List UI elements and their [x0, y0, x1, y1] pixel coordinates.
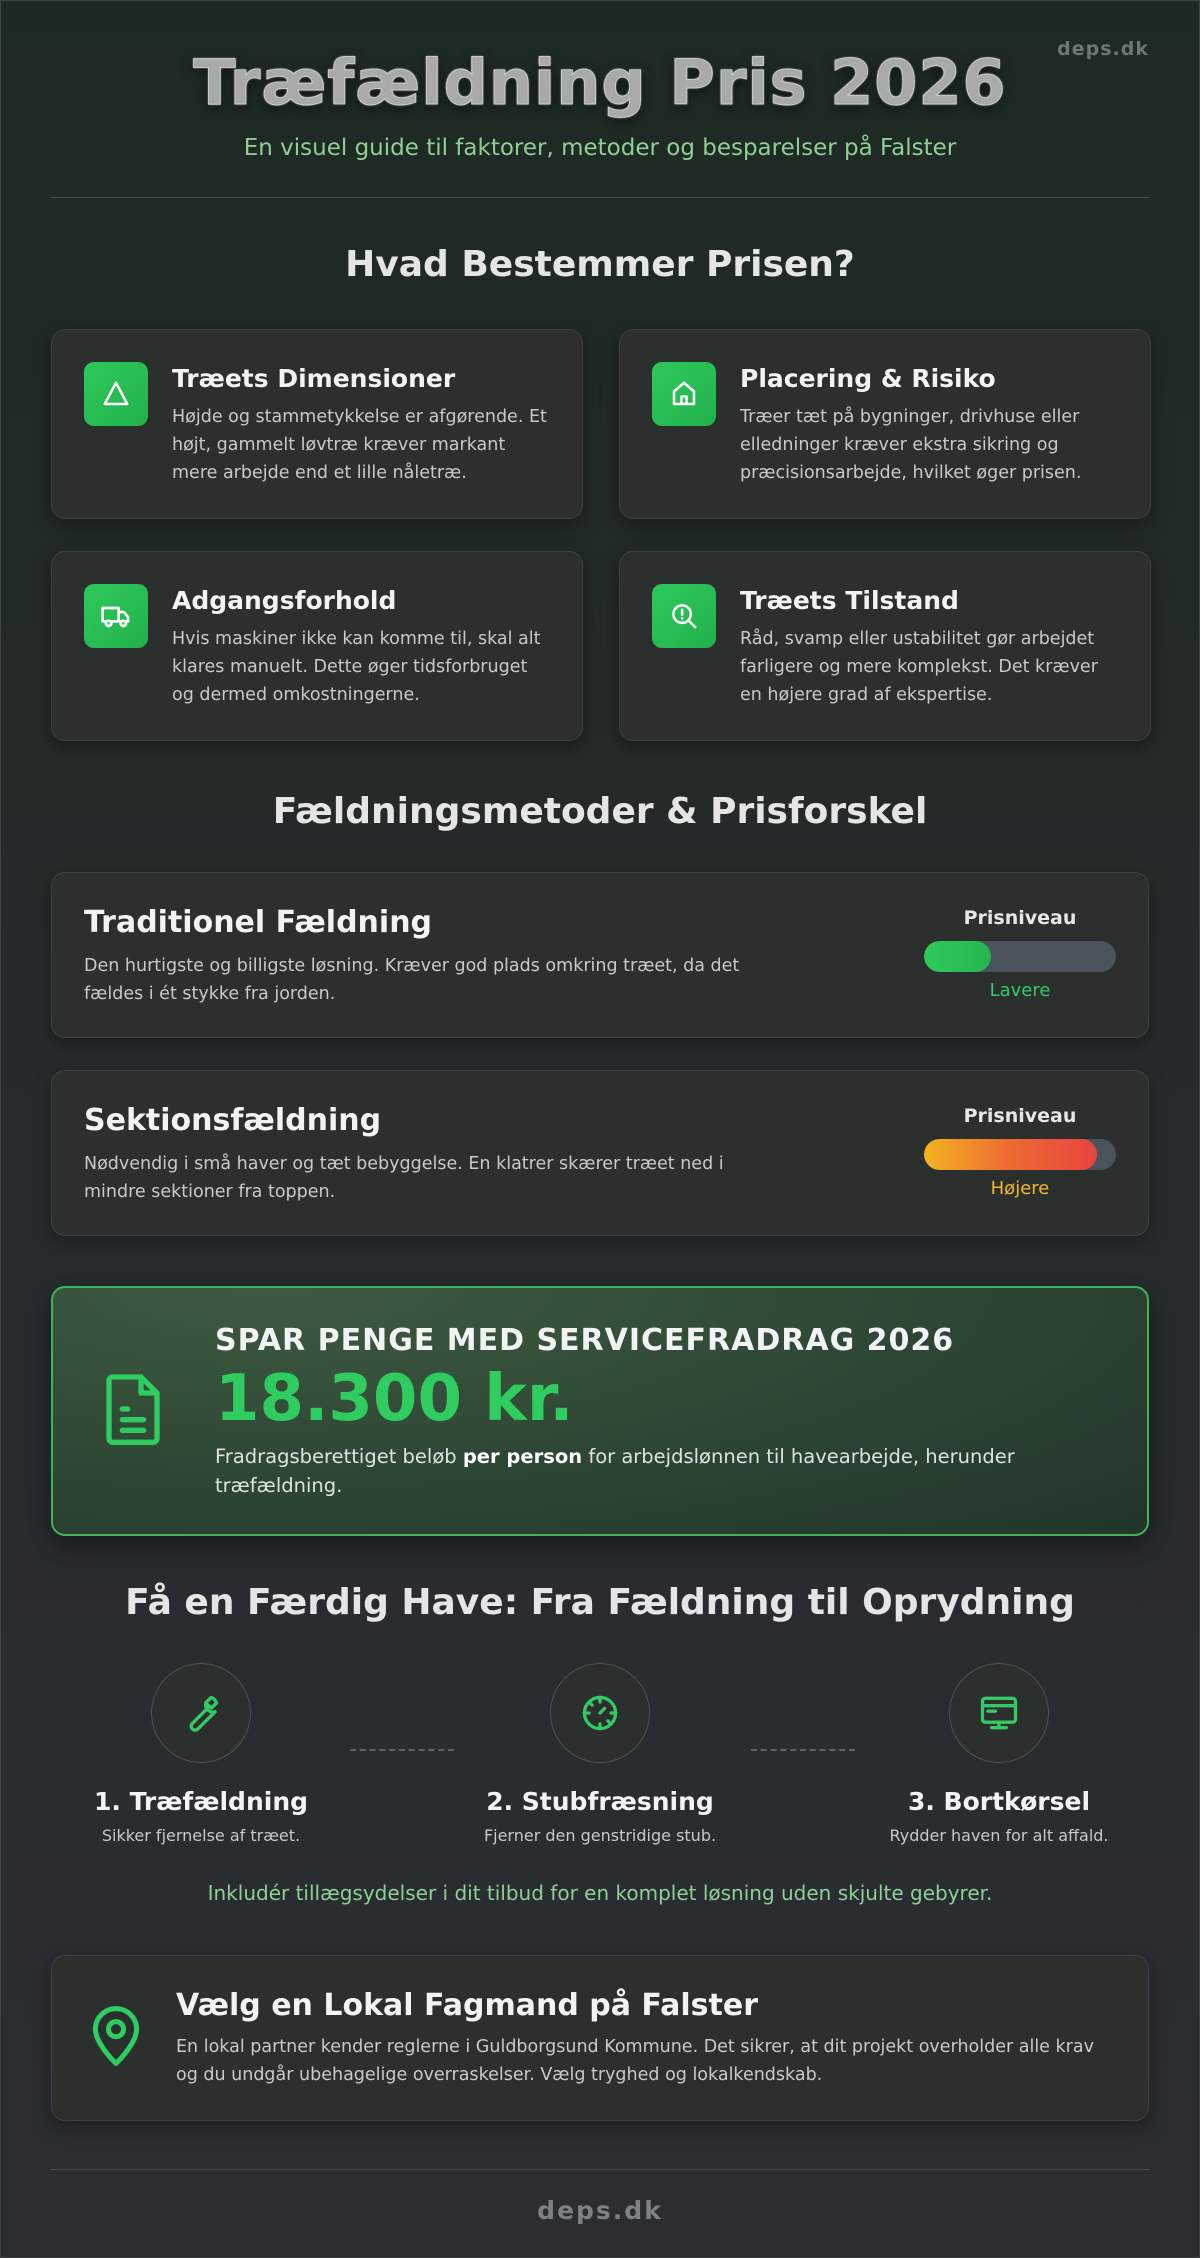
brand-logo-top[interactable]: deps.dk [1057, 38, 1149, 60]
method-title: Traditionel Fældning [84, 905, 433, 940]
promo-text: Fradragsberettiget beløb per person for arbejdslønnen til havearbejde, herunder træfældning. [215, 1444, 1015, 1497]
page-title: Træfældning Pris 2026 [193, 46, 1007, 119]
method-title: Sektionsfældning [84, 1103, 382, 1138]
process-step-stump [450, 1663, 750, 1845]
factor-text: Råd, svamp eller ustabilitet gør arbejdet farligere og mere komplekst. Det kræver en højere grad af ekspertise. [740, 629, 1098, 705]
divider [51, 197, 1149, 198]
price-meter-value: Højere [990, 1178, 1050, 1199]
local-title: Vælg en Lokal Fagmand på Falster [176, 1987, 759, 2023]
factor-text: Højde og stammetykkelse er afgørende. Et højt, gammelt løvtræ kræver markant mere arbejde end et lille nåletræ. [172, 407, 547, 483]
local-partner-card [51, 1955, 1149, 2121]
process-steps [51, 1663, 1149, 1845]
factor-text: Hvis maskiner ikke kan komme til, skal alt klares manuelt. Dette øger tidsforbruget og dermed omkostningerne. [172, 629, 541, 705]
step-title: 2. Stubfræsning [486, 1787, 714, 1816]
factor-text: Træer tæt på bygninger, drivhuse eller elledninger kræver ekstra sikring og præcisionsarbejde, hvilket øger prisen. [740, 407, 1082, 483]
factor-title: Adgangsforhold [172, 586, 397, 615]
factor-grid [51, 329, 1149, 741]
price-meter [924, 1103, 1116, 1235]
method-card-section [51, 1070, 1149, 1236]
local-text: En lokal partner kender reglerne i Guldborgsund Kommune. Det sikrer, at dit projekt overholder alle krav og du undgår ubehagelige overraskelser. Vælg tryghed og lokalkendskab. [176, 2036, 1094, 2085]
step-text: Rydder haven for alt affald. [889, 1826, 1109, 1845]
methods-title: Fældningsmetoder & Prisforskel [272, 791, 928, 832]
method-text: Den hurtigste og billigste løsning. Kræver god plads omkring træet, da det fældes i ét stykke fra jorden. [84, 956, 740, 1004]
step-connector [751, 1749, 855, 1751]
deduction-amount: 18.300 kr. [215, 1361, 574, 1436]
page-subtitle: En visuel guide til faktorer, metoder og besparelser på Falster [243, 135, 957, 161]
factor-title: Træets Tilstand [740, 586, 959, 615]
method-card-traditional [51, 872, 1149, 1038]
divider [51, 2169, 1149, 2170]
factor-card-condition [619, 551, 1151, 741]
price-meter-track [924, 941, 1116, 972]
document-icon [101, 1371, 171, 1451]
factor-title: Træets Dimensioner [172, 364, 456, 393]
footer-brand[interactable]: deps.dk [537, 2196, 663, 2225]
factor-card-location [619, 329, 1151, 519]
truck-icon [84, 584, 148, 648]
step-title: 3. Bortkørsel [907, 1787, 1091, 1816]
price-meter-fill [924, 941, 991, 972]
process-title: Få en Færdig Have: Fra Fældning til Oprydning [125, 1582, 1075, 1623]
price-meter-label: Prisniveau [963, 907, 1077, 929]
stump-grinder-icon [550, 1663, 650, 1763]
price-meter-track [924, 1139, 1116, 1170]
factor-card-dimensions [51, 329, 583, 519]
method-text: Nødvendig i små haver og tæt bebyggelse. En klatrer skærer træet ned i mindre sektioner fra toppen. [84, 1154, 724, 1202]
step-connector [350, 1749, 454, 1751]
process-step-removal [849, 1663, 1149, 1845]
container-icon [949, 1663, 1049, 1763]
price-meter-fill [924, 1139, 1097, 1170]
wrench-icon [151, 1663, 251, 1763]
process-step-felling [51, 1663, 351, 1845]
step-text: Fjerner den genstridige stub. [483, 1826, 717, 1845]
price-meter-label: Prisniveau [963, 1105, 1077, 1127]
house-icon [652, 362, 716, 426]
addon-note: Inkludér tillægsydelser i dit tilbud for en komplet løsning uden skjulte gebyrer. [207, 1881, 993, 1905]
triangle-icon [84, 362, 148, 426]
step-text: Sikker fjernelse af træet. [101, 1826, 301, 1845]
step-title: 1. Træfældning [93, 1787, 309, 1816]
factors-title: Hvad Bestemmer Prisen? [345, 244, 855, 285]
map-pin-icon [88, 2004, 148, 2072]
price-meter [924, 905, 1116, 1037]
hero [51, 1, 1149, 161]
factor-title: Placering & Risiko [740, 364, 996, 393]
magnifier-alert-icon [652, 584, 716, 648]
promo-text-emphasis: per person [462, 1444, 583, 1468]
promo-heading: SPAR PENGE MED SERVICEFRADRAG 2026 [215, 1322, 955, 1358]
service-deduction-banner [51, 1286, 1149, 1536]
factor-card-access [51, 551, 583, 741]
price-meter-value: Lavere [989, 980, 1051, 1001]
